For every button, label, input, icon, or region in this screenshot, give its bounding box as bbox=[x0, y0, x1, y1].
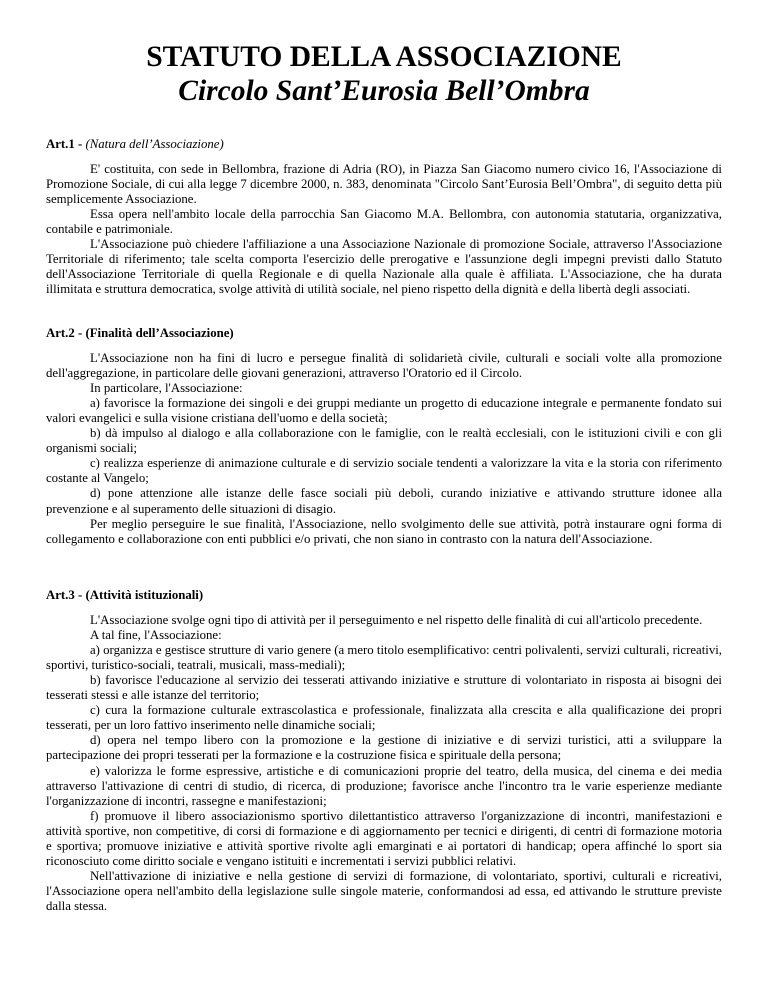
paragraph: b) dà impulso al dialogo e alla collaborazione con le famiglie, con le realtà ecclesiali, con le istituzioni civili e con gli organismi sociali; bbox=[46, 426, 722, 456]
article-3 bbox=[46, 588, 722, 914]
article-subtitle: (Attività istituzionali) bbox=[85, 588, 204, 602]
paragraph: c) realizza esperienze di animazione culturale e di servizio sociale tendenti a valorizzare la vita e la storia con riferimento costante al Vangelo; bbox=[46, 456, 722, 486]
paragraph: b) favorisce l'educazione al servizio dei tesserati attivando iniziative e strutture di volontariato in risposta ai bisogni dei tesserati stessi e alle istanze del territorio; bbox=[46, 673, 722, 703]
paragraph: d) pone attenzione alle istanze delle fasce sociali più deboli, curando iniziative e attivando strutture idonee alla prevenzione e al superamento delle situazioni di disagio. bbox=[46, 486, 722, 516]
article-heading bbox=[46, 588, 722, 603]
document-subtitle: Circolo Sant’Eurosia Bell’Ombra bbox=[178, 75, 590, 107]
paragraph: Per meglio perseguire le sue finalità, l'Associazione, nello svolgimento delle sue attività, potrà instaurare ogni forma di collegamento e collaborazione con enti pubblici e/o privati, che non siano in contrasto con la natura dell'Associazione. bbox=[46, 516, 722, 546]
paragraph: a) favorisce la formazione dei singoli e dei gruppi mediante un progetto di educazione integrale e permanente fondato sui valori evangelici e sulla visione cristiana dell'uomo e della società; bbox=[46, 396, 722, 426]
article-label: Art.3 bbox=[46, 588, 75, 602]
article-separator: - bbox=[74, 326, 86, 340]
article-1 bbox=[46, 137, 722, 297]
article-heading bbox=[46, 326, 722, 341]
article-separator: - bbox=[74, 588, 86, 602]
paragraph: f) promuove il libero associazionismo sportivo dilettantistico attraverso l'organizzazione di incontri, manifestazioni e attività sportive, non competitive, di corsi di formazione e di aggiornamento per tecnici e dirigenti, di centri di formazione motoria e sportiva; promuove iniziative e attività sportive rivolte agli emarginati e ai portatori di handicap; opera affinché lo sport sia riconosciuto come diritto sociale e vengano istituiti e incrementati i servizi pubblici relativi. bbox=[46, 808, 722, 868]
article-2 bbox=[46, 326, 722, 547]
paragraph: Nell'attivazione di iniziative e nella gestione di servizi di formazione, di volontariato, sportivi, culturali e ricreativi, l'Associazione opera nell'ambito della legislazione sulle singole materie, conformandosi ad essa, ed attivando le strutture previste dalla stessa. bbox=[46, 868, 722, 913]
paragraph: a) organizza e gestisce strutture di vario genere (a mero titolo esemplificativo: centri polivalenti, servizi culturali, ricreativi, sportivi, turistico-sociali, teatrali, musicali, mass-mediali); bbox=[46, 643, 722, 673]
paragraph: L'Associazione non ha fini di lucro e persegue finalità di solidarietà civile, culturali e sociali volte alla promozione dell'aggregazione, in particolare delle giovani generazioni, attraverso l'Oratorio ed il Circolo. bbox=[46, 351, 722, 381]
article-label: Art.2 bbox=[46, 326, 75, 340]
article-label: Art.1 bbox=[46, 137, 75, 151]
paragraph: d) opera nel tempo libero con la promozione e la gestione di iniziative e di servizi turistici, atti a sviluppare la partecipazione dei propri tesserati per la formazione e la costruzione fisica e spirituale della persona; bbox=[46, 733, 722, 763]
paragraph: E' costituita, con sede in Bellombra, frazione di Adria (RO), in Piazza San Giacomo numero civico 16, l'Associazione di Promozione Sociale, di cui alla legge 7 dicembre 2000, n. 383, denominata "Circolo Sant’Eurosia Bell’Ombra", di seguito detta più semplicemente Associazione. bbox=[46, 162, 722, 207]
paragraph: A tal fine, l'Associazione: bbox=[90, 628, 222, 643]
paragraph: L'Associazione può chiedere l'affiliazione a una Associazione Nazionale di promozione Sociale, attraverso l'Associazione Territoriale di riferimento; tale scelta comporta l'esercizio delle prerogative e l'assunzione degli impegni previsti dallo Statuto dell'Associazione Territoriale di quella Regionale e di quella Nazionale alla quale è affiliata. L'Associazione, che ha durata illimitata e struttura democratica, svolge attività di utilità sociale, nel pieno rispetto della dignità e della libertà degli associati. bbox=[46, 237, 722, 297]
article-subtitle: (Finalità dell’Associazione) bbox=[85, 326, 234, 340]
article-heading bbox=[46, 137, 722, 152]
article-separator: - bbox=[74, 137, 86, 151]
paragraph: Essa opera nell'ambito locale della parrocchia San Giacomo M.A. Bellombra, con autonomia statutaria, organizzativa, contabile e patrimoniale. bbox=[46, 207, 722, 237]
paragraph: c) cura la formazione culturale extrascolastica e professionale, finalizzata alla crescita e alla qualificazione dei propri tesserati, per un loro fattivo inserimento nelle dinamiche sociali; bbox=[46, 703, 722, 733]
article-subtitle: (Natura dell’Associazione) bbox=[85, 137, 224, 151]
paragraph: L'Associazione svolge ogni tipo di attività per il perseguimento e nel rispetto delle finalità di cui all'articolo precedente. bbox=[90, 613, 703, 628]
paragraph: In particolare, l'Associazione: bbox=[90, 381, 243, 396]
paragraph: e) valorizza le forme espressive, artistiche e di comunicazioni proprie del teatro, della musica, del cinema e dei media attraverso l'attivazione di centri di studio, di ricerca, di produzione; favorisce anche l'incontro tra le varie esperienze mediante l'organizzazione di incontri, rassegne e manifestazioni; bbox=[46, 763, 722, 808]
document-title: STATUTO DELLA ASSOCIAZIONE bbox=[146, 41, 622, 73]
